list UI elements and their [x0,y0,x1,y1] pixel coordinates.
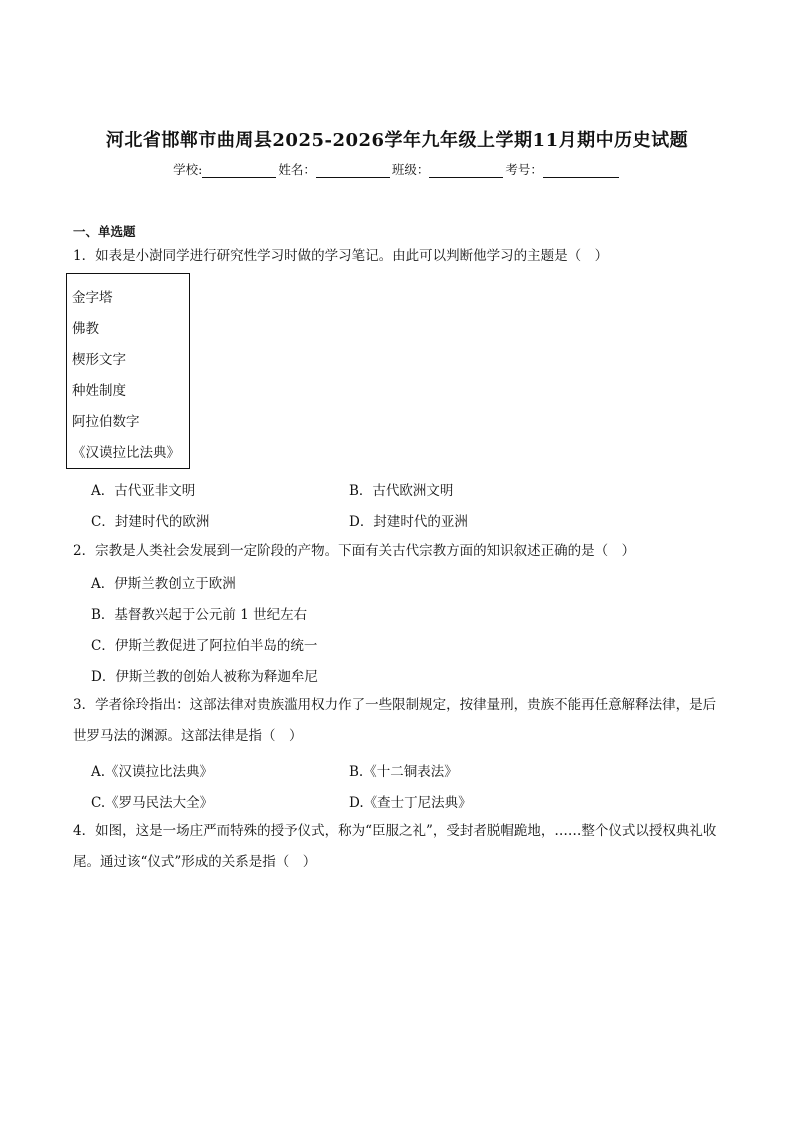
study-notes-table [66,273,190,469]
q1-option-b[interactable]: B．古代欧洲文明 [349,483,454,499]
name-blank [316,163,390,178]
q2-option-d[interactable]: D．伊斯兰教的创始人被称为释迦牟尼 [91,669,318,685]
q1-option-c[interactable]: C．封建时代的欧洲 [91,514,210,530]
q2-option-c[interactable]: C．伊斯兰教促进了阿拉伯半岛的统一 [91,638,318,654]
question-2-stem: 2．宗教是人类社会发展到一定阶段的产物。下面有关古代宗教方面的知识叙述正确的是（ ） [73,543,636,559]
note-item: 阿拉伯数字 [72,414,140,430]
q2-option-b[interactable]: B．基督教兴起于公元前 1 世纪左右 [91,607,308,623]
school-blank [202,163,276,178]
name-label: 姓名： [278,162,316,177]
question-3-stem: 3．学者徐玲指出：这部法律对贵族滥用权力作了一些限制规定，按律量刑，贵族不能再任意解释法律，是后世罗马法的渊源。这部法律是指（ ） [73,697,717,744]
question-1-stem: 1．如表是小澍同学进行研究性学习时做的学习笔记。由此可以判断他学习的主题是（ ） [73,248,609,264]
note-item: 种姓制度 [72,383,126,399]
question-4-stem: 4．如图，这是一场庄严而特殊的授予仪式，称为“臣服之礼”，受封者脱帽跪地，……整个仪式以授权典礼收尾。通过该“仪式”形成的关系是指（ ） [73,823,717,870]
note-item: 金字塔 [72,290,113,306]
q3-option-a[interactable]: A.《汉谟拉比法典》 [91,764,214,780]
q3-option-d[interactable]: D.《查士丁尼法典》 [349,795,472,811]
school-label: 学校: [173,162,203,177]
q1-option-d[interactable]: D．封建时代的亚洲 [349,514,468,530]
student-info-row [0,160,794,178]
class-label: 班级： [391,162,430,177]
class-blank [429,163,503,178]
note-item: 《汉谟拉比法典》 [72,445,180,461]
exam-title: 河北省邯郸市曲周县2025-2026学年九年级上学期11月期中历史试题 [105,130,689,151]
exam-number-blank [543,163,619,178]
note-item: 楔形文字 [72,352,126,368]
exam-number-label: 考号： [505,162,543,177]
q1-option-a[interactable]: A．古代亚非文明 [91,483,196,499]
q3-option-c[interactable]: C.《罗马民法大全》 [91,795,214,811]
section-title: 一、单选题 [73,224,136,239]
note-item: 佛教 [72,321,99,337]
q3-option-b[interactable]: B.《十二铜表法》 [349,764,458,780]
q2-option-a[interactable]: A．伊斯兰教创立于欧洲 [91,576,236,592]
